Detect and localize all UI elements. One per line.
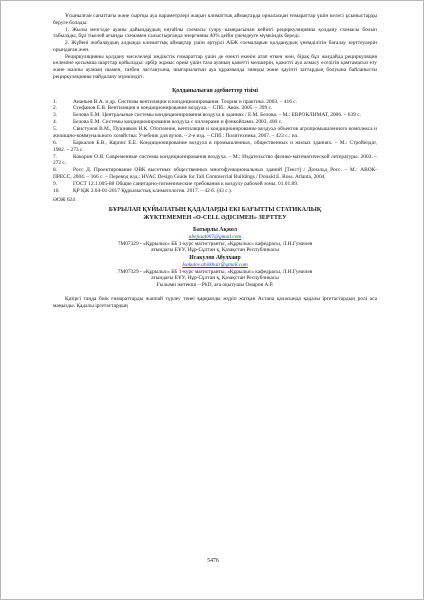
reference-text: Ананьев В.А. и др. Системы вентиляции и кондиционирования. Теория и практика. 2003. – 416 с. <box>73 98 298 105</box>
reference-text: Белова Е.М. Системы кондиционирования воздуха с чиллерами и фэнкойлами. 2003, 400 с. <box>73 119 283 126</box>
article-title-line-1: БҰРЫЛАП ҚҰЙЫЛАТЫН ҚАДАЛАРДЫ ЕКІ БАҒЫТТЫ СТАТИКАЛЫҚ <box>108 206 322 214</box>
author-2-affiliation-line-1: 7М07329 - «Құрылыс» ББ 1-курс магистранты, «Құрылыс» кафедрасы, Л.Н.Гумилев <box>117 268 313 275</box>
reference-text: Росс Д. Проектирование ОВК высотных общественных многофункциональных зданий [Текст] / Дональд Росс. – М.: АВОК-ПРЕСС, 2004. – 166 с. – Перевод изд.: HVAC Design Guide for Tall Commercial Buildings / Donald E. Ross. Atlanta, 2004. <box>53 167 377 180</box>
author-2-name: Исакулов Абулхаир <box>189 254 241 261</box>
author-1-affiliation-line-1: 7М07329 - «Құрылыс» ББ 1-курс магистранты, «Құрылыс» кафедрасы, Л.Н.Гумилев <box>117 240 313 247</box>
reference-number: 10. <box>53 187 60 194</box>
reference-text: ГОСТ 12.1.005-88 Общие санитарно-гигиенические требования к воздуху рабочей зоны. 01.01.89. <box>73 180 299 187</box>
reference-item <box>53 105 377 112</box>
references-list <box>53 99 377 195</box>
reference-number: 1. <box>53 98 58 105</box>
author-2-affiliation-line-2: атындағы ЕҰУ, Нұр-Сұлтан қ, Қазақстан Республикасы <box>151 275 279 282</box>
recommendation-1: 1. Жылы мезгілде ауаны дайындаудың оңтайлы схемасы суару камерасынан кейінгі рециркуляцияны қолдану схемасы болып табылады, бұл тікелей ағынды схемамен салыстырғанда энергияны 40% дейін үнемдеуге мүмкіндік береді. <box>53 26 377 40</box>
article-opening-paragraph: Қазіргі таңда биік ғимараттарды жаппай түрлеу тенеі қарқынды жүріп жатқан Астана қаласында қадалы іргетастардың ролі аса маңызды. Қадалы іргетастардың <box>53 296 377 309</box>
reference-item <box>53 181 377 188</box>
reference-text: Баркалов Б.В., Карпис Е.Е. Кондиционирование воздуха в промышленных, общественных и жилых зданиях. – М.: Стройиздат, 1982. – 273 с. <box>53 140 377 153</box>
reference-text: ҚР ҚЖ 2.04-01-2017 Құрылыстық климатология. 2017. – 42 б. (43 с.). <box>73 187 233 194</box>
reference-number: 7. <box>53 153 58 160</box>
reference-item <box>53 140 377 153</box>
udc-code: ӘОЖ 624 <box>53 197 75 204</box>
intro-paragraph: Ұсынылған санаттағы және сыртқы ауа параметрлері жақын климаттық аймақтарда орналасқан ғимараттар үшін келесі ұсыныстарды беруге болады: <box>53 13 377 26</box>
page-number: 5476 <box>207 558 219 564</box>
reference-item <box>53 154 377 167</box>
recommendation-2: 2. Жүйені жобалаудың алдында климаттық аймақтар үшін әртүрлі АБЖ схемаларын қолданудың үнемділігін бағалау зерттеулерін орындаған жөн. <box>53 40 377 53</box>
scientific-advisor: Ғылыми жетекші – PhD, аға оқытушы Омаров А.Р. <box>156 281 274 288</box>
author-2-email-link[interactable]: Isakulov.abilkhair@gmail.com <box>182 261 248 268</box>
reference-text: Свистунов В.М., Пушняков Н.К. Отопление, вентиляция и кондиционирование воздуха объектов агропромышленного комплекса и жилищно-коммунального хозяйства: Учебник для вузов. – 2-е изд. – СПб.: Политехника, 2007. – 423 с.: ил. <box>53 126 377 140</box>
reference-number: 5. <box>53 126 58 133</box>
author-1-name: Батырлы Ақжол <box>193 227 237 234</box>
reference-item <box>53 188 377 195</box>
reference-number: 2. <box>53 105 58 112</box>
reference-text: Стефанов Е.В. Вентиляция и кондиционирование воздуха. – СПб.: Авок. 2005. – 399 с. <box>73 105 273 112</box>
reference-item <box>53 126 377 139</box>
reference-number: 6. <box>53 140 58 147</box>
reference-number: 3. <box>53 112 58 119</box>
conclusion-paragraph: Рециркуляцияны қолдану мәселелері индікстік ғимараттар үшін де өзекті екенін атап өткен жөн, бірақ бұл жағдайда рециркуляция көлеміне қосымша шарттар қойылады: әрбір жұмыс орны үшін таза ауаның қажетті мөлшерін, қажетті ауа алмасу еселігін қамтамасыз ету және жалпы ауаның шамен, газбен ластануына, шығарылатын ауа құрамында зиянды және қауіпті заттардың болуына байланысты рециркуляцияны пайдалану мүмкіндігі. <box>53 53 377 80</box>
reference-text: Кокорин О.Я. Современные системы кондиционирования воздуха. – М.: Издательство физико-математической литературы. 2003. – 272 с. <box>53 153 377 167</box>
references-heading: Қолданылыған әдебиеттер тізімі <box>172 87 258 94</box>
reference-number: 4. <box>53 119 58 126</box>
reference-item <box>53 167 377 180</box>
reference-text: Белова Е.М. Центральные системы кондиционирования воздуха в зданиях / Е.М. Белова. – М.: ЕВРОКЛИМАТ, 2006. – 639 с. <box>73 112 361 119</box>
author-1-email-link[interactable]: abejiaal007@gmail.com <box>188 234 242 241</box>
article-title-line-2: ЖҮКТЕМЕМЕН «O-CELL ӘДІСІМЕН» ЗЕРТТЕУ <box>143 213 287 221</box>
page-content <box>53 13 377 310</box>
author-1-affiliation-line-2: атындағы ЕҰУ, Нұр-Сұлтан қ, Қазақстан Республикасы <box>151 247 279 254</box>
reference-number: 9. <box>53 180 58 187</box>
reference-number: 8. <box>53 167 58 174</box>
